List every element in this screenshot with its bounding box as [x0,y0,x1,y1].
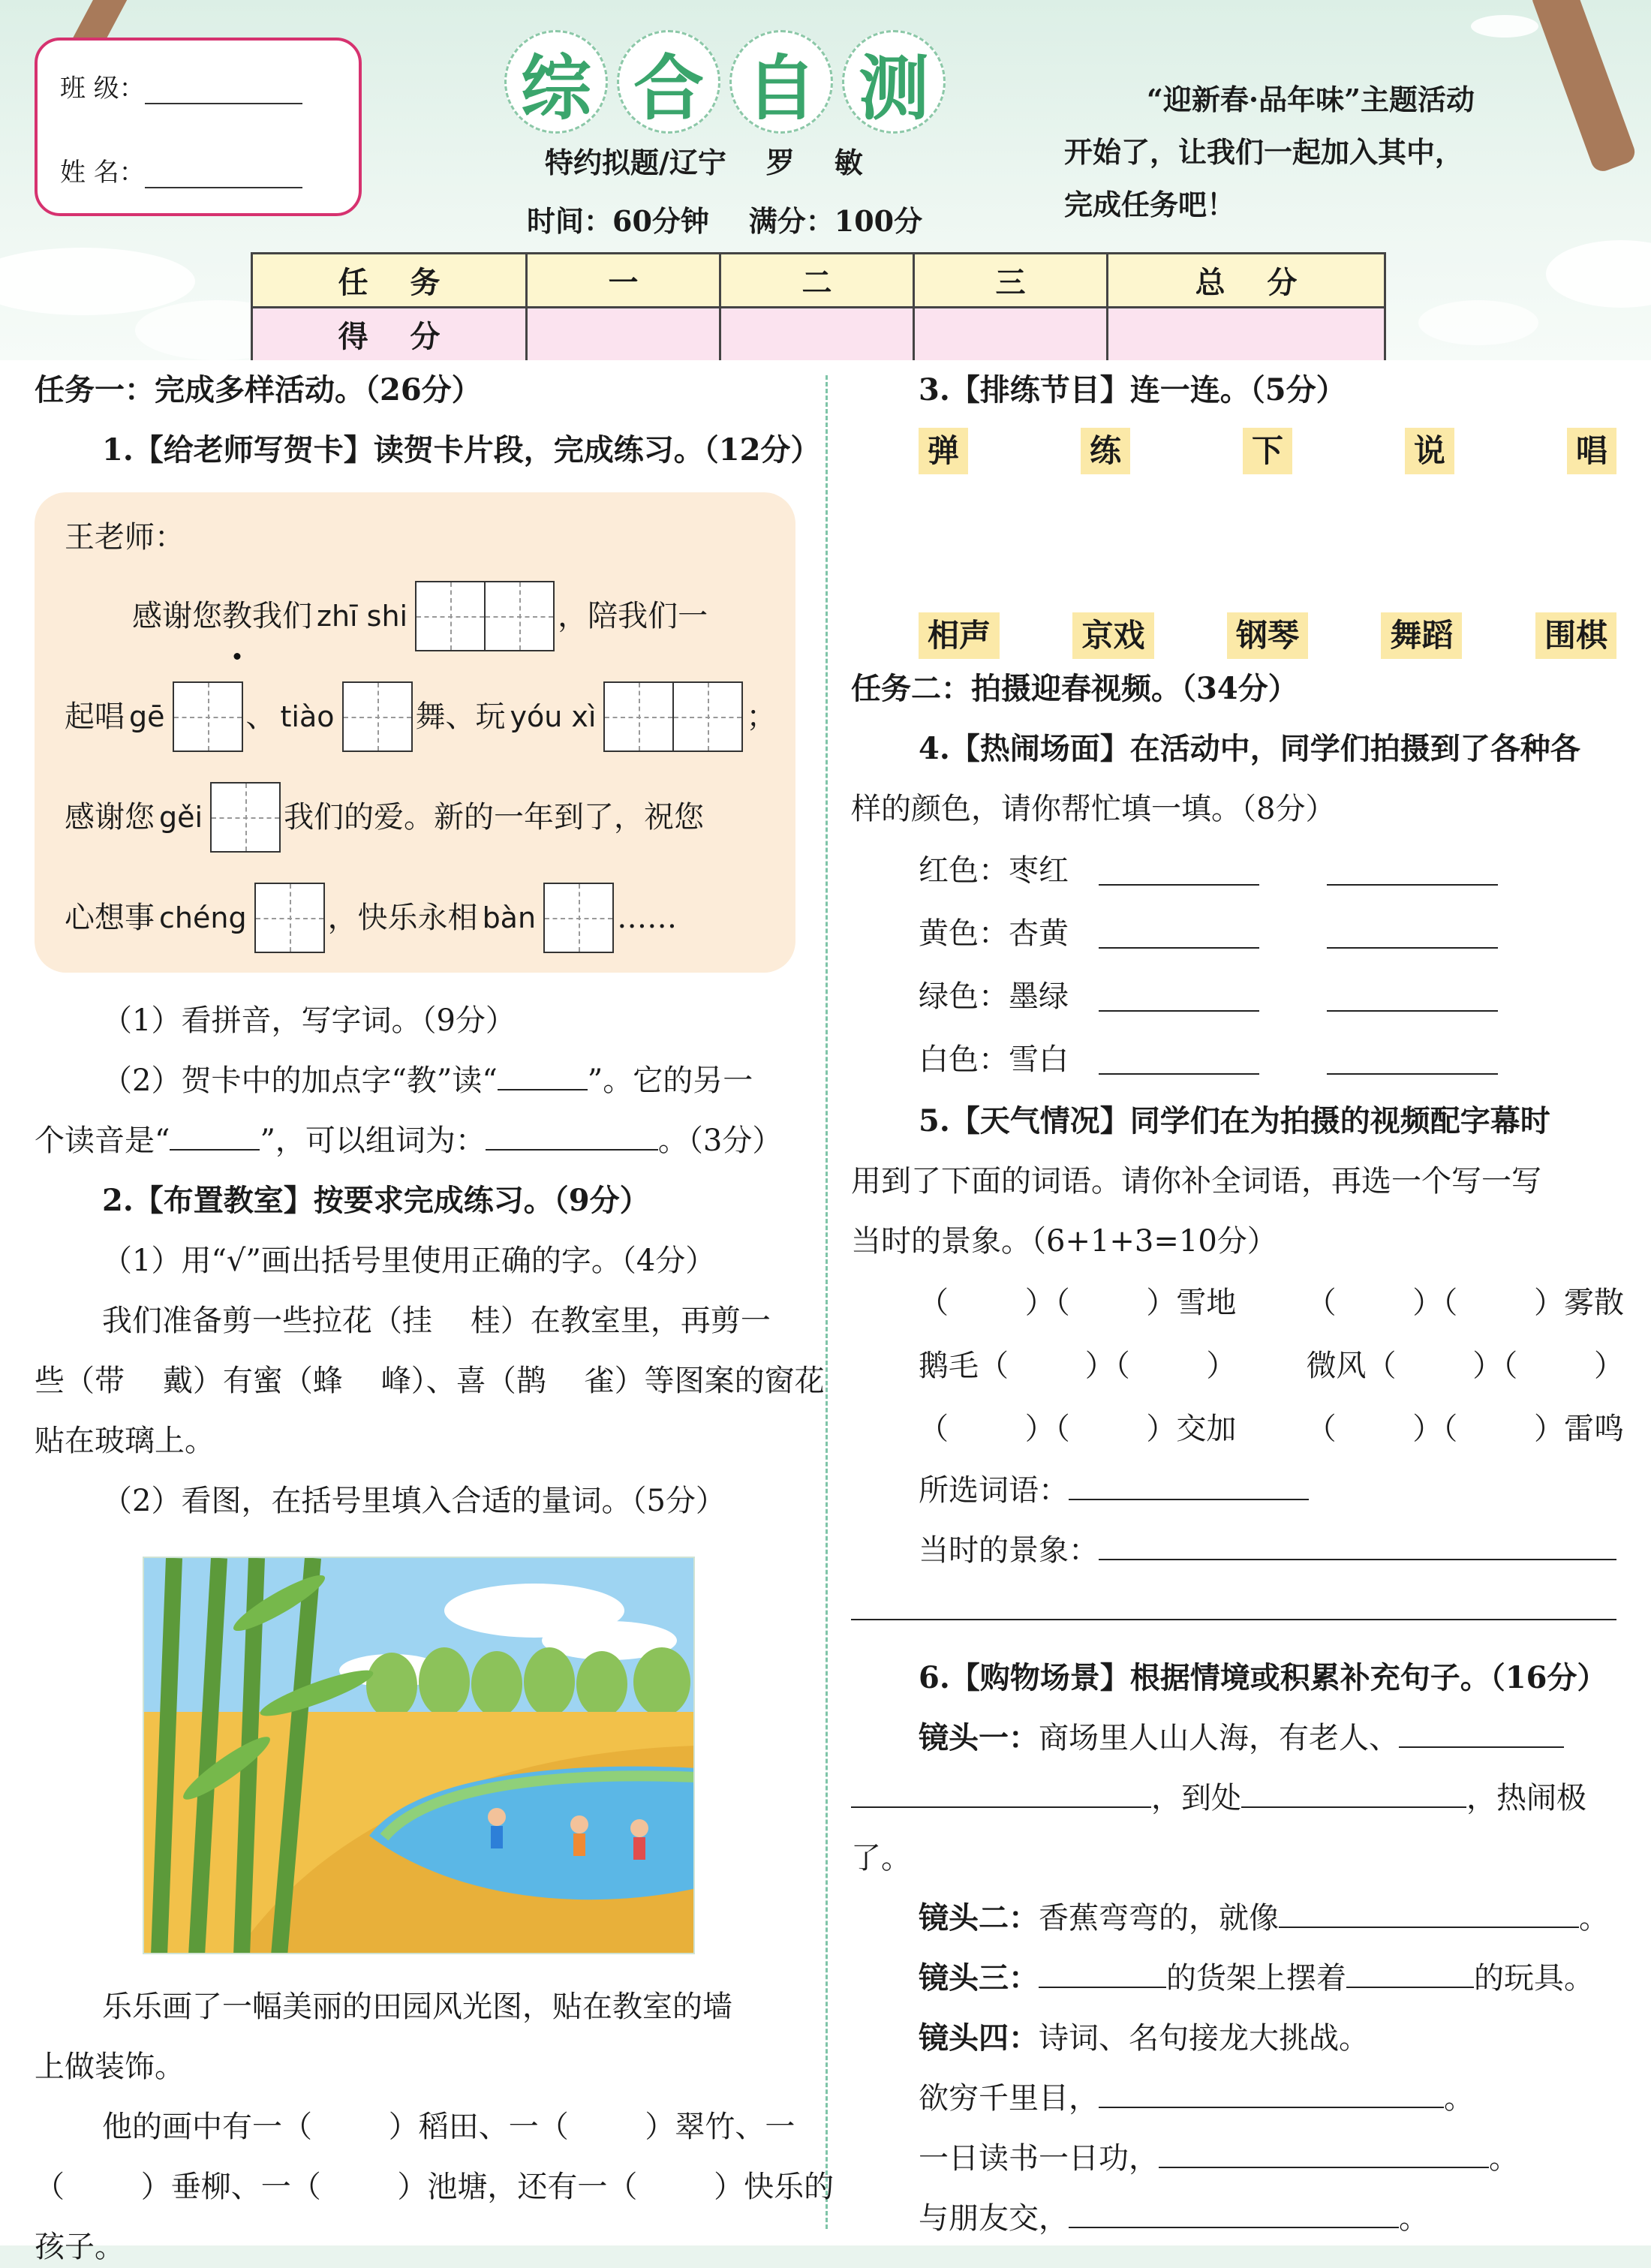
score-row-label: 得 分 [252,308,527,361]
answer-blank[interactable] [851,1590,1616,1620]
writing-box[interactable] [415,581,486,651]
word-fill[interactable]: 微风（ ）（ ） [1306,1349,1624,1383]
score-header-task: 任 务 [252,254,527,308]
answer-blank[interactable] [1099,1045,1259,1075]
color-word: 白色：雪白 [919,1042,1069,1077]
title-char: 综 [504,30,608,134]
answer-blank[interactable] [1327,856,1498,886]
scene-label: 镜头三： [919,1960,1039,1996]
card-line-4 [65,782,704,853]
card-text: 起唱 [65,699,125,734]
class-label: 班 级： [60,74,145,104]
match-tag[interactable]: 弹 [919,428,968,474]
countryside-image [144,1558,695,1954]
pinyin: gěi [159,801,203,834]
question-text: ，到处 [1151,1781,1241,1815]
scene-1 [851,1708,1624,1768]
title-char: 合 [617,30,720,134]
question-2-1-text: 些（带 戴）有蜜（蜂 峰）、喜（鹊 雀）等图案的窗花 [35,1364,825,1398]
measure-word-line: 他的画中有一（ ）稻田、一（ ）翠竹、一 [102,2110,795,2144]
answer-blank[interactable] [1241,1778,1466,1808]
color-word: 绿色：墨绿 [919,979,1069,1014]
color-row [851,965,1624,1028]
intro-line: 完成任务吧！ [1064,188,1236,221]
scene-2 [851,1888,1624,1948]
word-fill-row [851,1271,1624,1334]
name-box [35,38,362,216]
task-two-heading: 任务二：拍摄迎春视频。（34分） [851,671,1298,706]
punctuation: 。 [1444,2081,1474,2116]
question-1-2 [35,1051,807,1111]
answer-blank[interactable] [1346,1958,1474,1988]
card-text: 、 [245,699,276,734]
writing-box[interactable] [254,883,325,953]
scene-label: 镜头四： [919,2020,1039,2056]
pinyin: zhī shi [317,600,408,633]
measure-word-line: （ ）垂柳、一（ ）池塘，还有一（ ）快乐的 [35,2170,835,2204]
intro-line: 开始了，让我们一起加入其中， [1064,135,1464,169]
answer-blank[interactable] [1327,982,1498,1012]
answer-blank[interactable] [1069,1470,1309,1500]
paragraph: 孩子。 [35,2230,125,2264]
pinyin: chéng [159,901,247,934]
score-cell[interactable] [720,308,914,361]
match-tag[interactable]: 围棋 [1535,612,1616,659]
author-line: 特约拟题/辽宁 罗 敏 [545,146,863,179]
answer-blank[interactable] [1327,919,1498,949]
color-word: 黄色：杏黄 [919,916,1069,951]
left-column [35,360,835,2268]
card-text: 感谢您 [132,599,222,633]
scene-1-cont [851,1768,1624,1888]
answer-blank[interactable] [1069,2198,1399,2228]
question-2-1: （1）用“√”画出括号里使用正确的字。（4分） [102,1244,716,1278]
poem-text: 欲穷千里目， [919,2081,1099,2116]
score-cell[interactable] [914,308,1108,361]
color-row [851,902,1624,965]
scene-4 [851,2008,1624,2068]
score-header-three: 三 [914,254,1108,308]
match-tag[interactable]: 下 [1243,428,1292,474]
scene-line-cont [851,1581,1624,1641]
word-fill[interactable]: 鹅毛（ ）（ ） [919,1349,1237,1383]
color-word: 红色：枣红 [919,853,1069,888]
paragraph: 上做装饰。 [35,2050,185,2084]
scene-label: 镜头一： [919,1720,1039,1755]
question-1: 1.【给老师写贺卡】读贺卡片段，完成练习。（12分） [102,432,821,468]
question-text: 商场里人山人海，有老人、 [1039,1721,1399,1755]
time-info: 时间：60分钟 满分：100分 [527,204,923,238]
word-fill[interactable]: （ ）（ ）雷鸣 [1306,1412,1624,1446]
answer-blank[interactable] [1327,1045,1498,1075]
score-cell[interactable] [527,308,720,361]
color-row [851,1028,1624,1091]
pinyin: yóu xì [510,700,597,733]
card-line-3 [65,681,776,752]
card-text: 我们的爱。新的一年到了，祝您 [284,800,705,835]
card-text: 感谢您 [65,800,155,835]
answer-blank[interactable] [1099,1530,1616,1560]
greeting-card [35,492,795,973]
match-top-row [851,428,1624,474]
answer-blank[interactable] [851,1778,1151,1808]
page-title [504,30,946,134]
question-text: ”。它的另一 [587,1063,753,1098]
word-fill[interactable]: （ ）（ ）交加 [919,1412,1237,1446]
name-field[interactable] [145,163,302,188]
match-tag[interactable]: 钢琴 [1227,612,1308,659]
question-text: ，热闹极了。 [851,1781,1586,1875]
question-2-1-text: 贴在玻璃上。 [35,1424,215,1458]
question-text: 。 [1579,1901,1609,1936]
color-row [851,839,1624,902]
question-text: 香蕉弯弯的，就像 [1039,1901,1279,1936]
answer-blank[interactable] [1399,1718,1564,1748]
card-line-2 [132,581,708,651]
word-fill-row [851,1397,1624,1460]
question-text: ”，可以组词为： [260,1123,486,1158]
punctuation: 。 [1399,2201,1429,2236]
scene-label: 当时的景象： [919,1533,1099,1568]
scene-line [851,1521,1624,1581]
paragraph: 乐乐画了一幅美丽的田园风光图，贴在教室的墙 [102,1990,732,2024]
match-tag[interactable]: 相声 [919,612,1000,659]
card-text: 舞、玩 [415,699,506,734]
answer-blank[interactable] [498,1060,588,1090]
question-2-1-text: 我们准备剪一些拉花（挂 桂）在教室里，再剪一 [102,1304,771,1338]
question-2-2: （2）看图，在括号里填入合适的量词。（5分） [102,1484,726,1518]
pinyin: tiào [280,700,335,733]
card-line-5 [65,883,677,953]
score-header-one: 一 [527,254,720,308]
pinyin: gē [129,700,165,733]
answer-blank[interactable] [486,1120,658,1151]
name-label: 姓 名： [60,158,145,188]
snow-decoration [1418,300,1538,345]
card-text: 我们 [252,599,312,633]
writing-box[interactable] [603,681,674,752]
answer-blank[interactable] [1039,1958,1166,1988]
match-bottom-row [851,612,1624,659]
writing-box[interactable] [672,681,743,752]
score-header-two: 二 [720,254,914,308]
chosen-word-label: 所选词语： [919,1473,1069,1508]
card-text: ； [746,699,777,734]
poem-text: 一日读书一日功， [919,2141,1159,2176]
card-greeting: 王老师： [65,520,185,555]
card-text: ，快乐永相 [327,901,478,935]
answer-blank[interactable] [1099,982,1259,1012]
writing-box[interactable] [484,581,555,651]
poem-text: 与朋友交， [919,2201,1069,2236]
writing-box[interactable] [173,681,243,752]
answer-blank[interactable] [1279,1898,1579,1928]
match-tag[interactable]: 唱 [1567,428,1616,474]
question-5-cont: 用到了下面的词语。请你补全词语，再选一个写一写 [851,1164,1541,1199]
answer-blank[interactable] [170,1120,260,1151]
dotted-char: 教 [222,586,252,646]
word-fill[interactable]: （ ）（ ）雪地 [919,1286,1237,1320]
word-fill[interactable]: （ ）（ ）雾散 [1306,1286,1624,1320]
question-text: （2）贺卡中的加点字“教”读“ [102,1063,498,1098]
card-text: …… [617,901,678,935]
score-cell[interactable] [1108,308,1385,361]
task-one-heading: 任务一：完成多样活动。（26分） [35,372,482,408]
question-1-1: （1）看拼音，写字词。（9分） [102,1003,516,1038]
match-tag[interactable]: 练 [1081,428,1130,474]
question-4: 4.【热闹场面】在活动中，同学们拍摄到了各种各 [919,731,1580,766]
chosen-word-line [851,1460,1624,1521]
score-header-total: 总 分 [1108,254,1385,308]
answer-blank[interactable] [1099,856,1259,886]
pinyin: bàn [482,901,537,934]
question-6: 6.【购物场景】根据情境或积累补充句子。（16分） [919,1660,1607,1695]
intro-line: “迎新春·品年味”主题活动 [1147,83,1475,116]
match-space [851,474,1624,612]
question-4-cont: 样的颜色，请你帮忙填一填。（8分） [851,792,1336,826]
scene-label: 镜头二： [919,1900,1039,1936]
intro-text [1064,74,1574,231]
question-text: 的玩具。 [1474,1961,1594,1996]
answer-blank[interactable] [1159,2138,1489,2168]
page-header [0,0,1651,360]
class-field[interactable] [145,79,302,104]
question-2: 2.【布置教室】按要求完成练习。（9分） [102,1183,650,1218]
question-text: 诗词、名句接龙大挑战。 [1039,2021,1369,2056]
score-table [251,252,1386,360]
title-char: 测 [842,30,946,134]
answer-blank[interactable] [1099,919,1259,949]
snow-decoration [1546,240,1651,308]
question-3: 3.【排练节目】连一连。（5分） [919,372,1346,408]
countryside-illustration [143,1557,695,1954]
answer-blank[interactable] [1099,2078,1444,2108]
right-column [851,360,1624,2248]
question-text: 的货架上摆着 [1166,1961,1346,1996]
question-text: 个读音是“ [35,1123,170,1158]
question-text: 。（3分） [657,1123,783,1158]
poem-line [851,2068,1624,2128]
scene-3 [851,1948,1624,2008]
card-text: ，陪我们一 [558,599,708,633]
column-divider [826,375,828,2229]
question-5: 5.【天气情况】同学们在为拍摄的视频配字幕时 [919,1103,1550,1139]
poem-line [851,2188,1624,2248]
writing-box[interactable] [342,681,413,752]
snow-decoration [0,248,195,315]
title-char: 自 [729,30,833,134]
poem-line [851,2128,1624,2188]
word-fill-row [851,1334,1624,1397]
match-tag[interactable]: 舞蹈 [1381,612,1462,659]
question-5-cont: 当时的景象。（6+1+3=10分） [851,1224,1277,1259]
match-tag[interactable]: 京戏 [1072,612,1153,659]
writing-box[interactable] [543,883,614,953]
card-text: 心想事 [65,901,155,935]
question-1-2-cont [35,1111,807,1171]
punctuation: 。 [1489,2141,1519,2176]
match-tag[interactable]: 说 [1405,428,1454,474]
snow-decoration [1471,15,1538,38]
writing-box[interactable] [210,782,281,853]
